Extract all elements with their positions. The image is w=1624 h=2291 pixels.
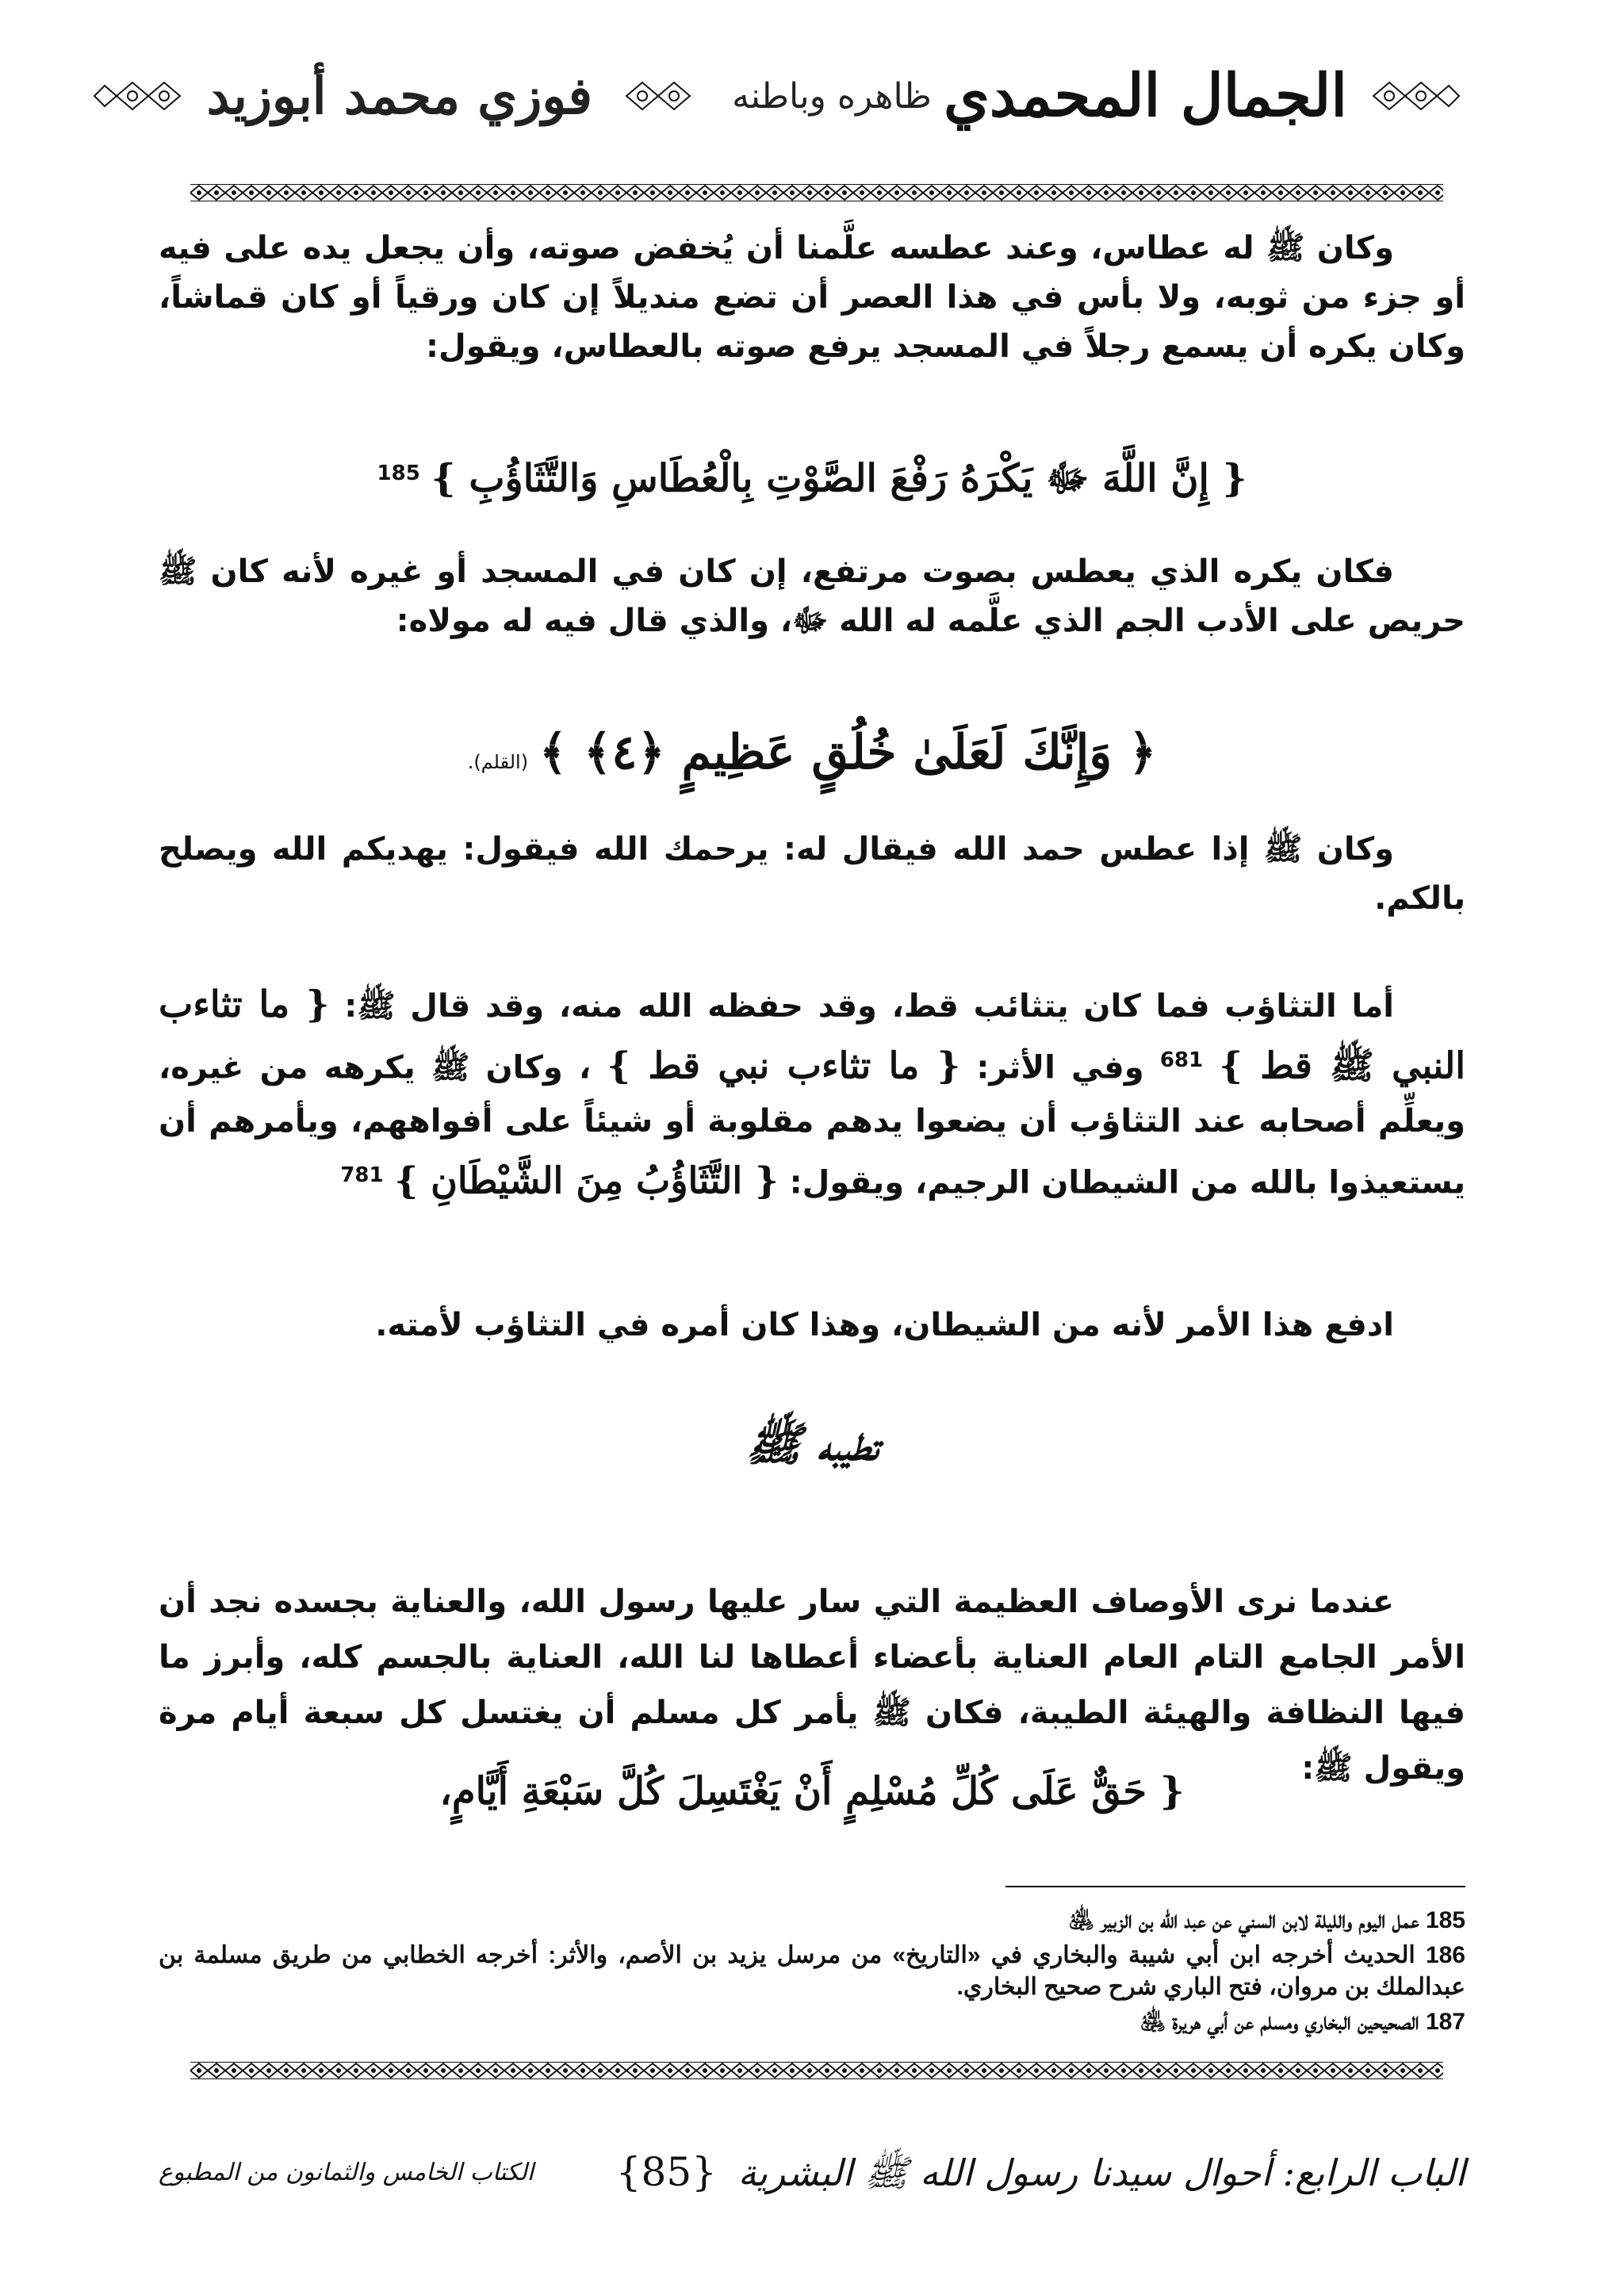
chapter-title: الباب الرابع: أحوال سيدنا رسول الله ﷺ البشرية: [737, 2151, 1465, 2194]
hadith-text: { حَقٌّ عَلَى كُلِّ مُسْلِمٍ أَنْ يَغْتَسِلَ كُلَّ سَبْعَةِ أَيَّامٍ،: [439, 1769, 1185, 1814]
footnote-186: 186 الحديث أخرجه ابن أبي شيبة والبخاري في «التاريخ» من مرسل يزيد بن الأصم، والأثر: أخرجه الخطابي من طريق مسلمة بن عبدالملك بن مروان، فتح الباري شرح صحيح البخاري.: [159, 1942, 1465, 2000]
ornament-icon: [1365, 76, 1461, 116]
header-author: فوزي محمد أبوزيد: [206, 66, 592, 126]
footer-chapter: [607, 2149, 1465, 2204]
footer-border: [190, 2062, 1443, 2079]
verse-text: ﴿ وَإِنَّكَ لَعَلَىٰ خُلُقٍ عَظِيمٍ ﴿٤﴾ ﴾: [539, 725, 1157, 780]
ornament-icon: [611, 76, 706, 116]
footnote-185: 185 عمل اليوم والليلة لابن السني عن عبد الله بن الزبير ﵁: [1068, 1907, 1465, 1933]
header-title-row: [190, 62, 1475, 130]
ornament-icon: [93, 76, 188, 116]
paragraph-6: عندما نرى الأوصاف العظيمة التي سار عليها رسول الله، والعناية بجسده نجد أن الأمر الجامع التام العام العناية بأعضاء أعطاها لنا الله، العناية بالجسم كله، وأبرز ما فيها النظافة والهيئة الطيبة، فكان ﷺ يأمر كل مسلم أن يغتسل كل سبعة أيام مرة ويقول ﷺ:: [159, 1584, 1465, 1787]
hadith-quote-3: { ما تثاءب نبي قط }: [607, 1044, 961, 1087]
footnote-separator: [1005, 1886, 1465, 1887]
paragraph-3: وكان ﷺ إذا عطس حمد الله فيقال له: يرحمك الله فيقول: يهديكم الله ويصلح بالكم.: [159, 831, 1465, 917]
page-footer: [159, 2149, 1465, 2220]
p4-text-b: وفي الأثر:: [976, 1049, 1144, 1086]
hadith-quote-2: { ما تثاءب النبي ﷺ قط }: [159, 983, 1465, 1087]
header-border: [190, 184, 1443, 201]
quran-verse: [159, 725, 1465, 787]
p4-text-a: أما التثاؤب فما كان يتثائب قط، وقد حفظه الله منه، وقد قال ﷺ:: [344, 988, 1394, 1025]
hadith-quote-5: [159, 1767, 1465, 1818]
footer-book: الكتاب الخامس والثمانون من المطبوع: [159, 2159, 534, 2186]
paragraph-5: ادفع هذا الأمر لأنه من الشيطان، وهذا كان أمره في التثاؤب لأمته.: [375, 1307, 1394, 1343]
header-title: الجمال المحمدي: [943, 62, 1347, 130]
footnote-187: 187 الصحيحين البخاري ومسلم عن أبي هريرة ﵁: [1139, 2009, 1465, 2035]
hadith-quote-4: { التَّثَاؤُبُ مِنَ الشَّيْطَانِ }: [394, 1159, 779, 1202]
section-heading: [159, 1419, 1465, 1474]
footnote-ref: 781: [340, 1163, 384, 1188]
page-header: [190, 56, 1475, 174]
section-heading-text: تطيبه ﷺ: [745, 1417, 879, 1471]
hadith-text: { إِنَّ اللَّهَ ﷻ يَكْرَهُ رَفْعَ الصَّوْتِ بِالْعُطَاسِ وَالتَّثَاؤُبِ }: [431, 456, 1247, 501]
verse-source: (القلم).: [467, 751, 529, 773]
p4-text-c: ، وكان ﷺ يكرهه من غيره، ويعلِّم أصحابه عند التثاؤب أن يضعوا يدهم مقلوبة أو شيئاً على أفواههم، ويأمرهم أن يستعيذوا بالله من الشيطان الرجيم، ويقول:: [159, 1049, 1465, 1201]
header-subtitle: ظاهره وباطنه: [732, 75, 932, 117]
hadith-quote-1: [159, 449, 1465, 505]
paragraph-1: وكان ﷺ له عطاس، وعند عطسه علَّمنا أن يُخفض صوته، وأن يجعل يده على فيه أو جزء من ثوبه، ولا بأس في هذا العصر أن تضع منديلاً إن كان ورقياً أو كان قماشاً، وكان يكره أن يسمع رجلاً في المسجد يرفع صوته بالعطاس، ويقول:: [159, 230, 1465, 365]
page-number: {85}: [615, 2149, 717, 2195]
footnote-ref: 185: [377, 462, 420, 485]
paragraph-2: فكان يكره الذي يعطس بصوت مرتفع، إن كان في المسجد أو غيره لأنه كان ﷺ حريص على الأدب الجم الذي علَّمه له الله ﷻ، والذي قال فيه له مولاه:: [159, 554, 1465, 639]
footnote-ref: 681: [1159, 1048, 1204, 1072]
paragraph-4: [159, 977, 1465, 1210]
